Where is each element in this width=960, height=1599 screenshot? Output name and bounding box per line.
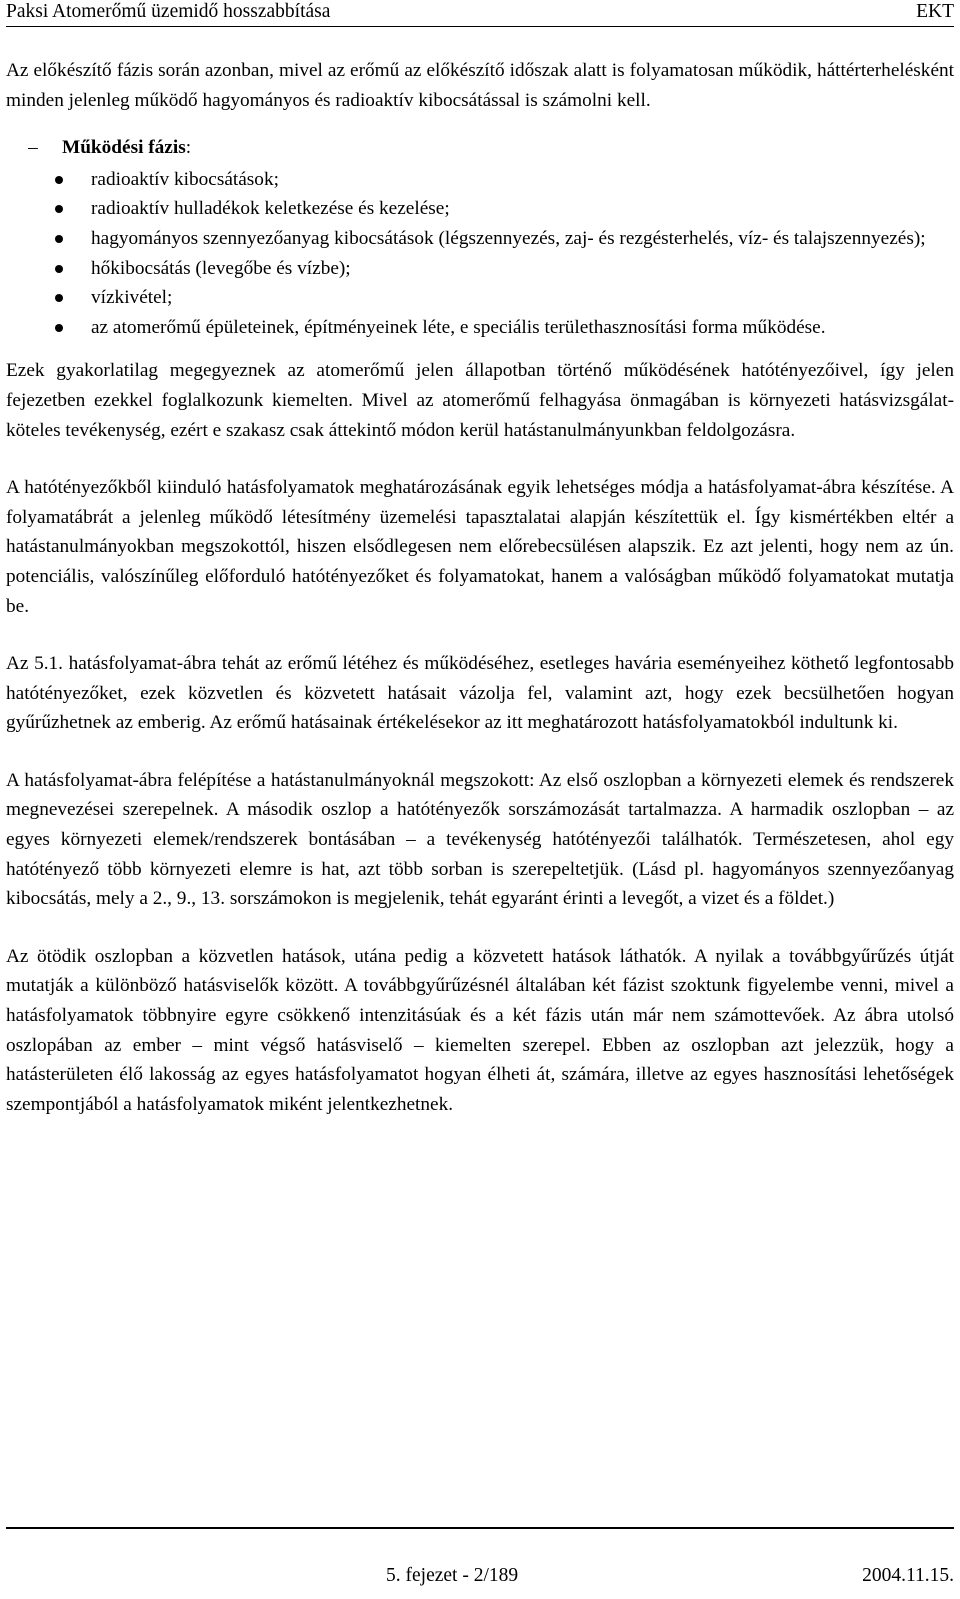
bullet-icon [55,265,63,273]
bullet-icon [55,324,63,332]
phase-heading [28,133,954,163]
paragraph: Az 5.1. hatásfolyamat-ábra tehát az erőmű létéhez és működéséhez, esetleges havária eseményeihez köthető legfontosabb hatótényezőket, ezek közvetlen és közvetett hatásait vázolja fel, valamint azt, hogy ezek becsülhetően hogyan gyűrűzhetnek az emberig. Az erőmű hatásainak értékelésekor az itt meghatározott hatásfolyamatokból indultunk ki. [6,653,954,734]
paragraph: A hatótényezőkből kiinduló hatásfolyamatok meghatározásának egyik lehetséges módja a hatásfolyamat-ábra készítése. A folyamatábrát a jelenleg működő létesítmény üzemelési tapasztalatai alapján készítettük el. Így kismértékben eltér a hatástanulmányokban megszokottól, hiszen elsődlegesen nem előrebecsülésen alapszik. Ez azt jelenti, hogy nem az ún. potenciális, valószínűleg előforduló hatótényezőket és folyamatokat, hanem a valóságban működő folyamatokat mutatja be. [6,477,954,617]
paragraph: A hatásfolyamat-ábra felépítése a hatástanulmányoknál megszokott: Az első oszlopban a környezeti elemek és rendszerek megnevezései szerepelnek. A második oszlop a hatótényezők sorszámozását tartalmazza. A harmadik oszlopban – az egyes környezeti elemek/rendszerek bontásában – a tevékenység hatótényezői találhatók. Természetesen, ahol egy hatótényező több környezeti elemre is hat, azt több sorban is szerepeltetjük. (Lásd pl. hagyományos szennyezőanyag kibocsátás, mely a 2., 9., 13. sorszámokon is megjelenik, tehát egyaránt érinti a levegőt, a vizet és a földet.) [6,769,954,910]
document-body [6,56,954,1119]
paragraph: Ezek gyakorlatilag megegyeznek az atomerőmű jelen állapotban történő működésének hatótényezőivel, így jelen fejezetben ezekkel foglalkozunk kiemelten. Mivel az atomerőmű felhagyása önmagában is környezeti hatásvizsgálat-köteles tevékenység, ezért e szakasz csak áttekintő módon kerül hatástanulmányunkban feldolgozásra. [6,360,954,441]
bullet-icon [55,176,63,184]
page-number: 5. fejezet - 2/189 [386,1565,519,1586]
document-date: 2004.11.15. [862,1565,954,1586]
list-item: az atomerőmű épületeinek, építményeinek léte, e speciális területhasznosítási forma működése. [91,313,954,343]
header-org: EKT [916,1,954,22]
document-title: Paksi Atomerőmű üzemidő hosszabbítása [6,1,331,22]
paragraph: Az ötödik oszlopban a közvetlen hatások, utána pedig a közvetett hatások láthatók. A nyilak a továbbgyűrűzés útját mutatják a különböző hatásviselők között. A továbbgyűrűzésnél általában két fázist szoktunk figyelembe venni, mivel a hatásfolyamatok többnyire egyre csökkenő intenzitásúak és a két fázis után már nem számottevőek. Az ábra utolsó oszlopában az ember – mint végső hatásviselő – kiemelten szerepel. Ebben az oszlopban azt jelezzük, hogy a hatásterületen élő lakosság az egyes hatásfolyamatot hogyan élheti át, számára, illetve az egyes hasznosítási lehetőségek szempontjából a hatásfolyamatok miként jelentkezhetnek. [6,945,954,1115]
list-item: hagyományos szennyezőanyag kibocsátások (légszennyezés, zaj- és rezgésterhelés, víz- és talajszennyezés); [91,224,954,254]
impact-list [6,165,954,343]
bullet-icon [55,205,63,213]
page-header [6,0,954,27]
intro-paragraph: Az előkészítő fázis során azonban, mivel az erőmű az előkészítő időszak alatt is folyamatosan működik, háttérterhelésként minden jelenleg működő hagyományos és radioaktív kibocsátással is számolni kell. [6,60,954,111]
bullet-icon [55,235,63,243]
bullet-icon [55,294,63,302]
list-item: radioaktív hulladékok keletkezése és kezelése; [91,194,954,224]
page-footer [6,1527,954,1599]
list-item: vízkivétel; [91,283,954,313]
list-item: radioaktív kibocsátások; [91,165,954,195]
dash-marker: – [28,137,38,159]
phase-label: Működési fázis [62,137,186,159]
list-item: hőkibocsátás (levegőbe és vízbe); [91,254,954,284]
phase-colon: : [185,137,192,159]
